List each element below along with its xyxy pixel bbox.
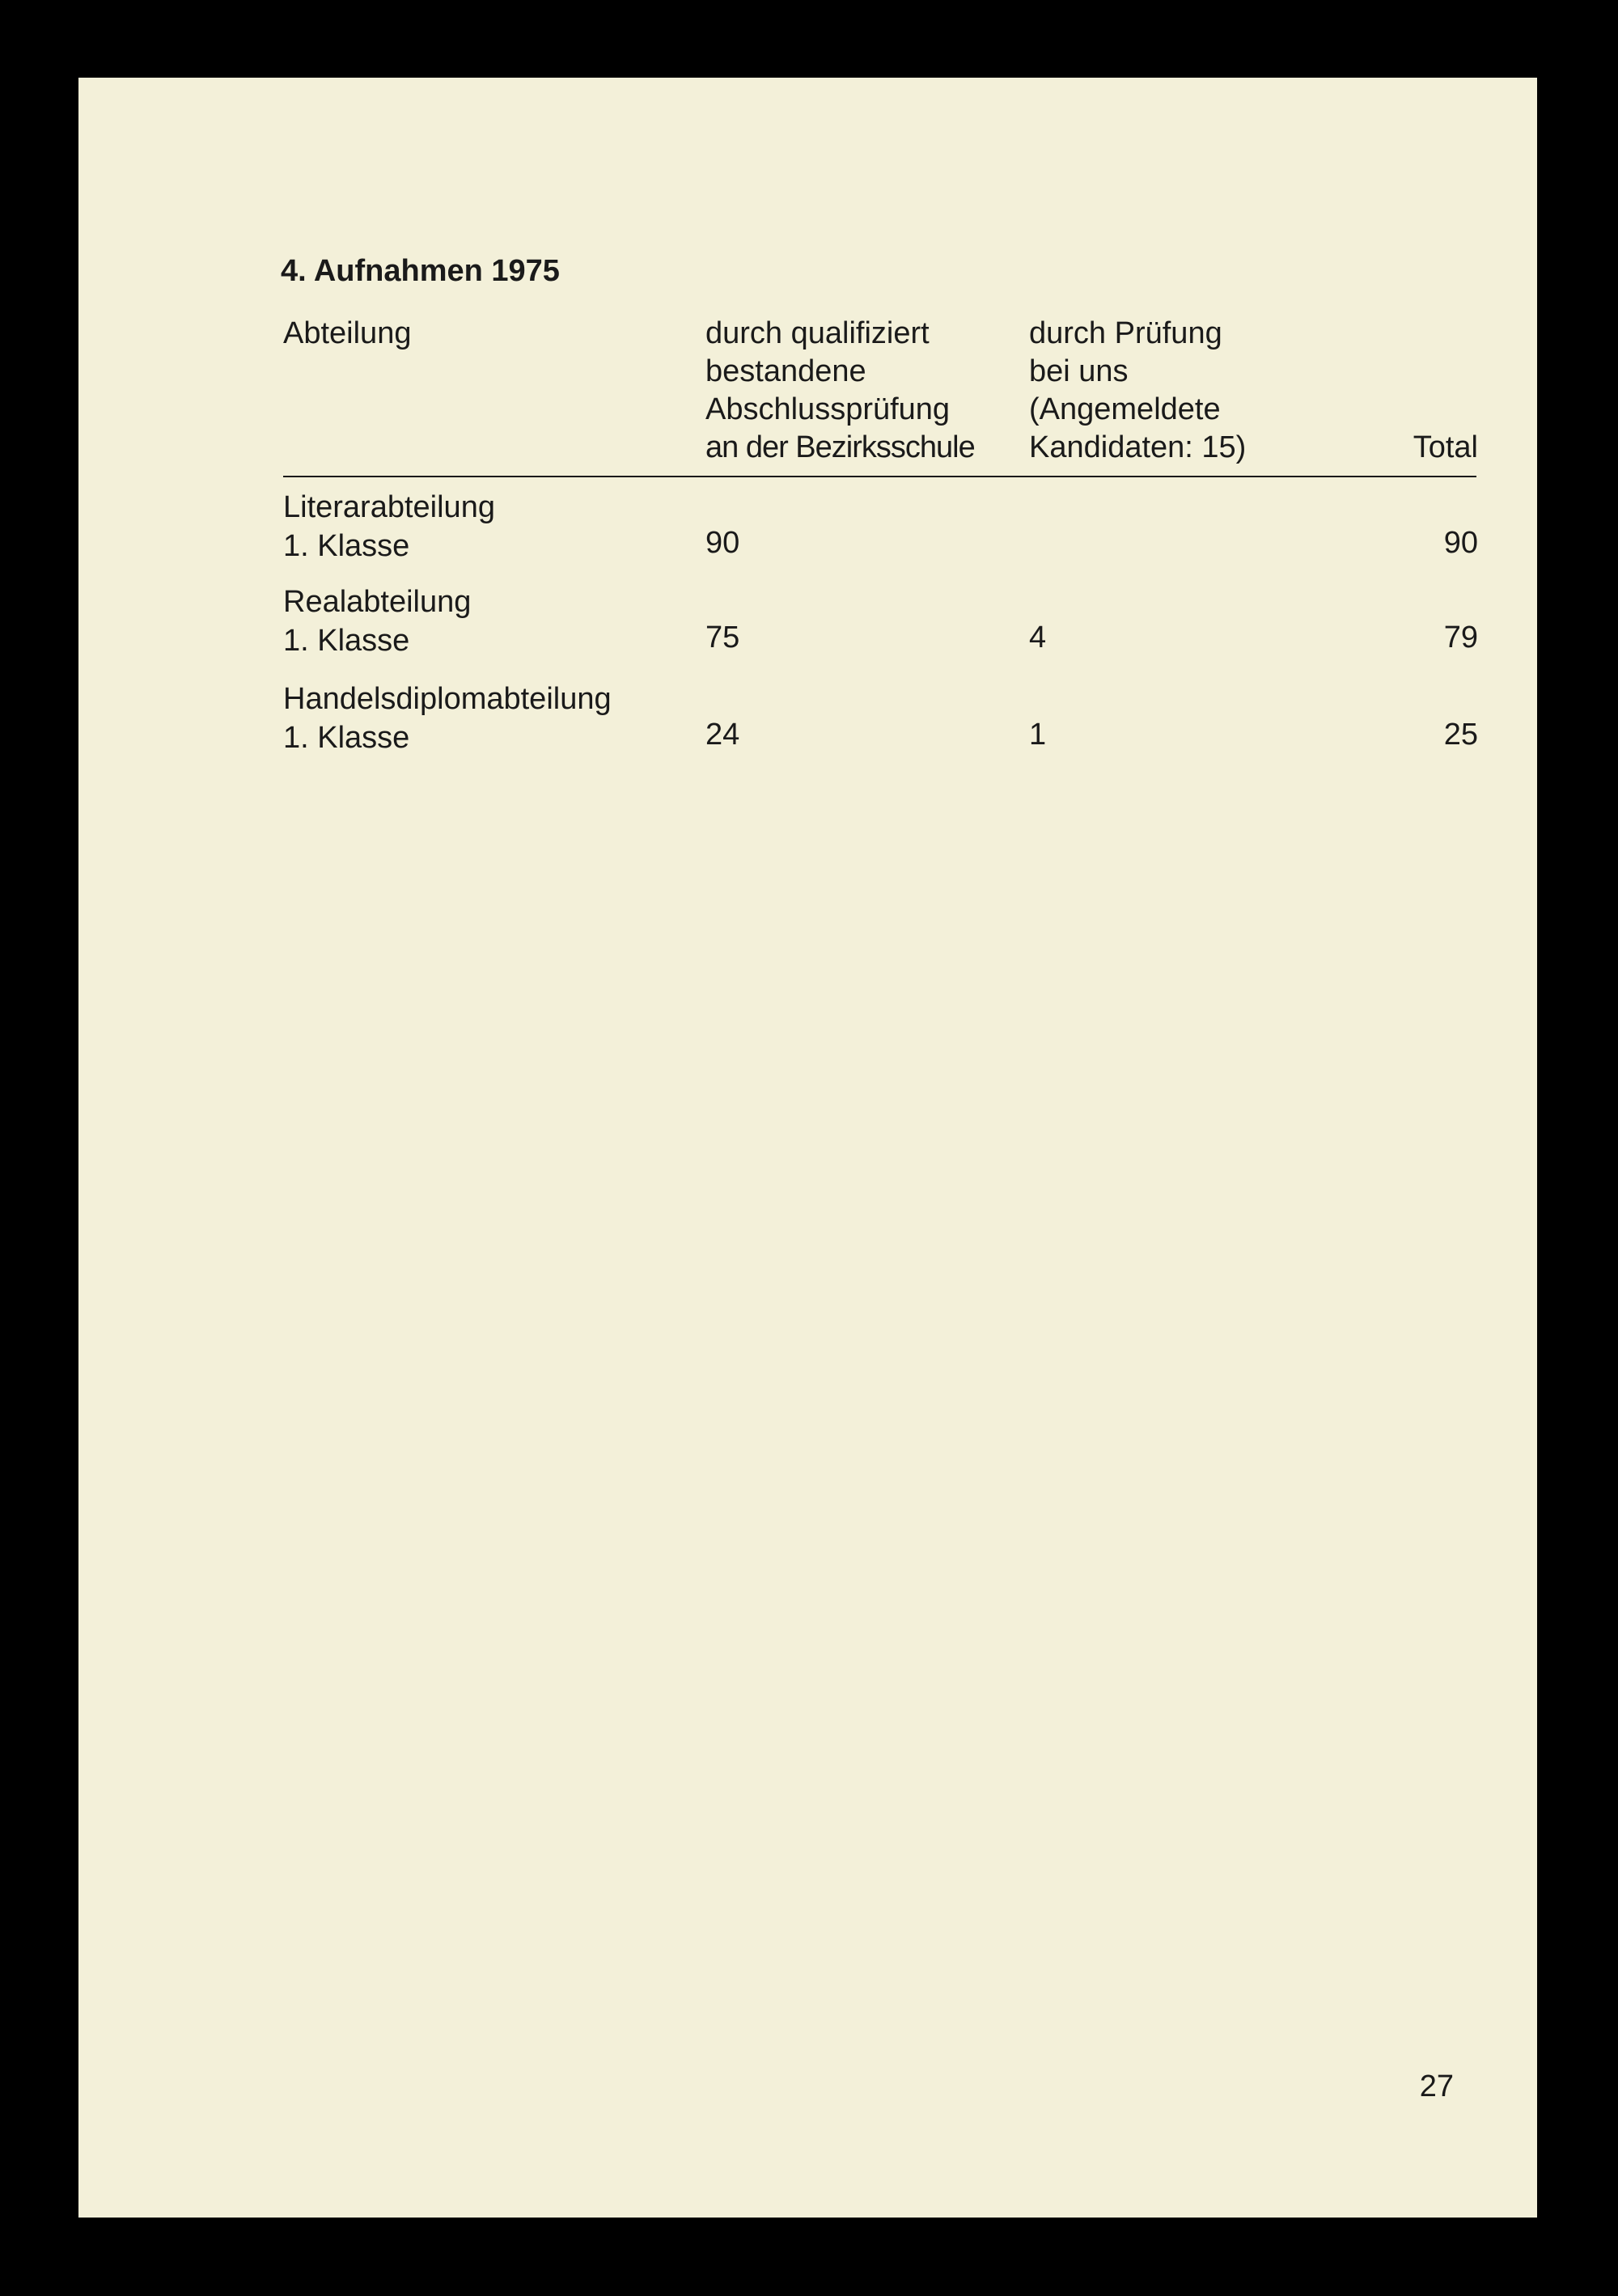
header-exam-line-4: Kandidaten: 15) [1029,430,1247,464]
row-total-value: 79 [1443,621,1478,654]
row-qualified-value: 75 [705,621,740,654]
header-qualified-line-3: Abschlussprüfung [705,392,951,426]
section-title: 4. Aufnahmen 1975 [281,254,560,288]
header-exam-line-2: bei uns [1029,354,1129,388]
page-number: 27 [1419,2069,1454,2103]
row-class: 1. Klasse [283,624,410,658]
row-class: 1. Klasse [283,721,410,755]
row-class: 1. Klasse [283,529,410,563]
row-exam-value: 4 [1029,621,1047,654]
row-department: Handelsdiplomabteilung [283,682,612,716]
row-department: Realabteilung [283,585,472,619]
header-qualified-line-4: an der Bezirksschule [705,430,975,464]
header-exam-line-1: durch Prüfung [1029,316,1222,350]
row-total-value: 25 [1443,718,1478,752]
header-qualified-line-1: durch qualifiziert [705,316,930,350]
header-exam-line-3: (Angemeldete [1029,392,1221,426]
header-total: Total [1413,430,1478,464]
document-page [78,78,1537,2218]
row-qualified-value: 90 [705,526,740,560]
header-rule [283,476,1476,477]
row-total-value: 90 [1443,526,1478,560]
row-exam-value: 1 [1029,718,1047,752]
row-qualified-value: 24 [705,718,740,752]
row-department: Literarabteilung [283,490,495,524]
header-qualified-line-2: bestandene [705,354,866,388]
header-abteilung: Abteilung [283,316,412,350]
